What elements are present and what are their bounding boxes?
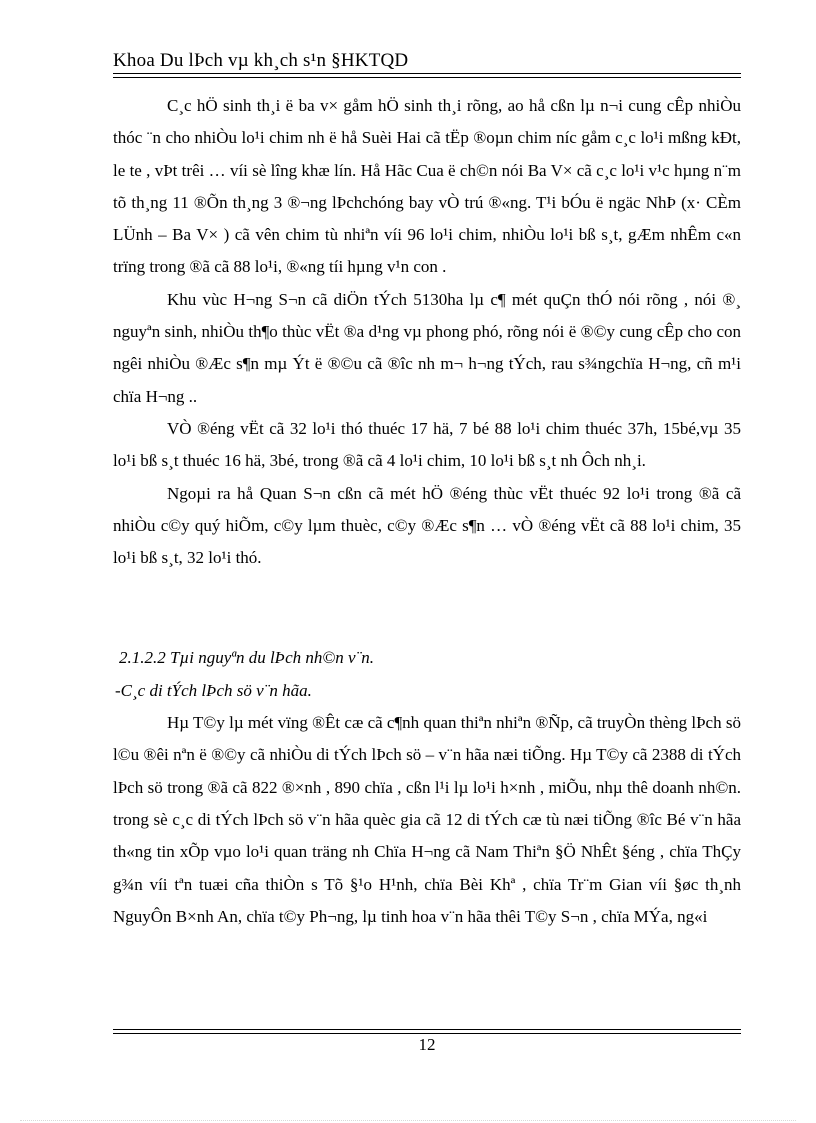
paragraph-fauna: VÒ ®éng vËt cã 32 lo¹i thó thuéc 17 hä, 7 bé 88 lo¹i chim thuéc 37h, 15bé,vµ 35 lo¹i bß s¸t thuéc 16 hä, 3bé, trong ®ã cã 4 lo¹i chim, 10 lo¹i bß s¸t nh Ôch nh¸i.	[113, 418, 741, 471]
page-header-title: Khoa Du lÞch vµ kh¸ch s¹n §HKTQD	[113, 50, 409, 71]
section-spacer	[113, 574, 741, 642]
page-bottom-dotted-line	[20, 1120, 796, 1121]
header-rule-top	[113, 73, 741, 74]
paragraph-ecosystems: C¸c hÖ sinh th¸i ë ba v× gåm hÖ sinh th¸i rõng, ao hå cßn lµ n¬i cung cÊp nhiÒu thóc ¨n cho nhiÒu lo¹i chim nh ë hå Suèi Hai cã tËp ®oµn chim níc gåm c¸c lo¹i mßng kÐt, le te , vÞt trêi … víi sè lîng khæ lín. Hå Hãc Cua ë ch©n nói Ba V× cã c¸c lo¹i v¹c hµng n¨m tõ th¸ng 11 ®Õn th¸ng 3 ®¬ng lÞchchóng bay vÒ trú ®«ng. T¹i bÓu ë ngäc NhÞ (x· CÈm LÜnh – Ba V× ) cã vên chim tù nhiªn víi 96 lo¹i chim, nhiÒu lo¹i bß s¸t, gÆm nhÊm c«n trïng trong ®ã cã 88 lo¹i, ®«ng tíi hµng v¹n con .	[113, 96, 741, 277]
section-heading: 2.1.2.2 Tµi nguyªn du lÞch nh©n v¨n.	[119, 648, 374, 668]
paragraph-ha-tay: Hµ T©y lµ mét vïng ®Êt cæ cã c¶nh quan thiªn nhiªn ®Ñp, cã truyÒn thèng lÞch sö l©u ®êi nªn ë ®©y cã nhiÒu di tÝch lÞch sö – v¨n hãa næi tiÕng. Hµ T©y cã 2388 di tÝch lÞch sö trong ®ã cã 822 ®×nh , 890 chïa , cßn l¹i lµ lo¹i h×nh , miÕu, nhµ thê doanh nh©n. trong sè c¸c di tÝch lÞch sö v¨n hãa quèc gia cã 12 di tÝch cæ tù næi tiÕng ®îc Bé v¨n hãa th«ng tin xÕp vµo lo¹i quan träng nh Chïa H¬ng cã Nam Thiªn §Ö NhÊt §éng , chïa ThÇy g¾n víi tªn tuæi cña thiÒn s Tõ §¹o H¹nh, chïa Bèi Khª , chïa Tr¨m Gian víi §øc th¸nh NguyÔn B×nh An, chïa t©y Ph¬ng, lµ tinh hoa v¨n hãa thêi T©y S¬n , chïa MÝa, ng«i	[113, 713, 741, 926]
page-number: 12	[418, 1035, 436, 1054]
paragraph-quan-son: Ngoµi ra hå Quan S¬n cßn cã mét hÖ ®éng thùc vËt thuéc 92 lo¹i trong ®ã cã nhiÒu c©y quý hiÕm, c©y lµm thuèc, c©y ®Æc s¶n … vÒ ®éng vËt cã 88 lo¹i chim, 35 lo¹i bß s¸t, 32 lo¹i thó.	[113, 483, 741, 568]
header-rule-bottom	[113, 77, 741, 78]
paragraph-huong-son: Khu vùc H¬ng S¬n cã diÖn tÝch 5130ha lµ c¶ mét quÇn thÓ nói rõng , nói ®¸ nguyªn sinh, nhiÒu th¶o thùc vËt ®a d¹ng vµ phong phó, rõng nói ë ®©y cung cÊp cho con ngêi nhiÒu ®Æc s¶n mµ Ýt ë ®©u cã ®îc nh m¬ h¬ng tÝch, rau s¾ngchïa H¬ng, cñ m¹i chïa H¬ng ..	[113, 289, 741, 406]
subheading: -C¸c di tÝch lÞch sö v¨n hãa.	[115, 680, 312, 700]
document-body	[113, 90, 741, 933]
footer-rule-bottom	[113, 1033, 741, 1034]
footer-rule-top	[113, 1029, 741, 1030]
